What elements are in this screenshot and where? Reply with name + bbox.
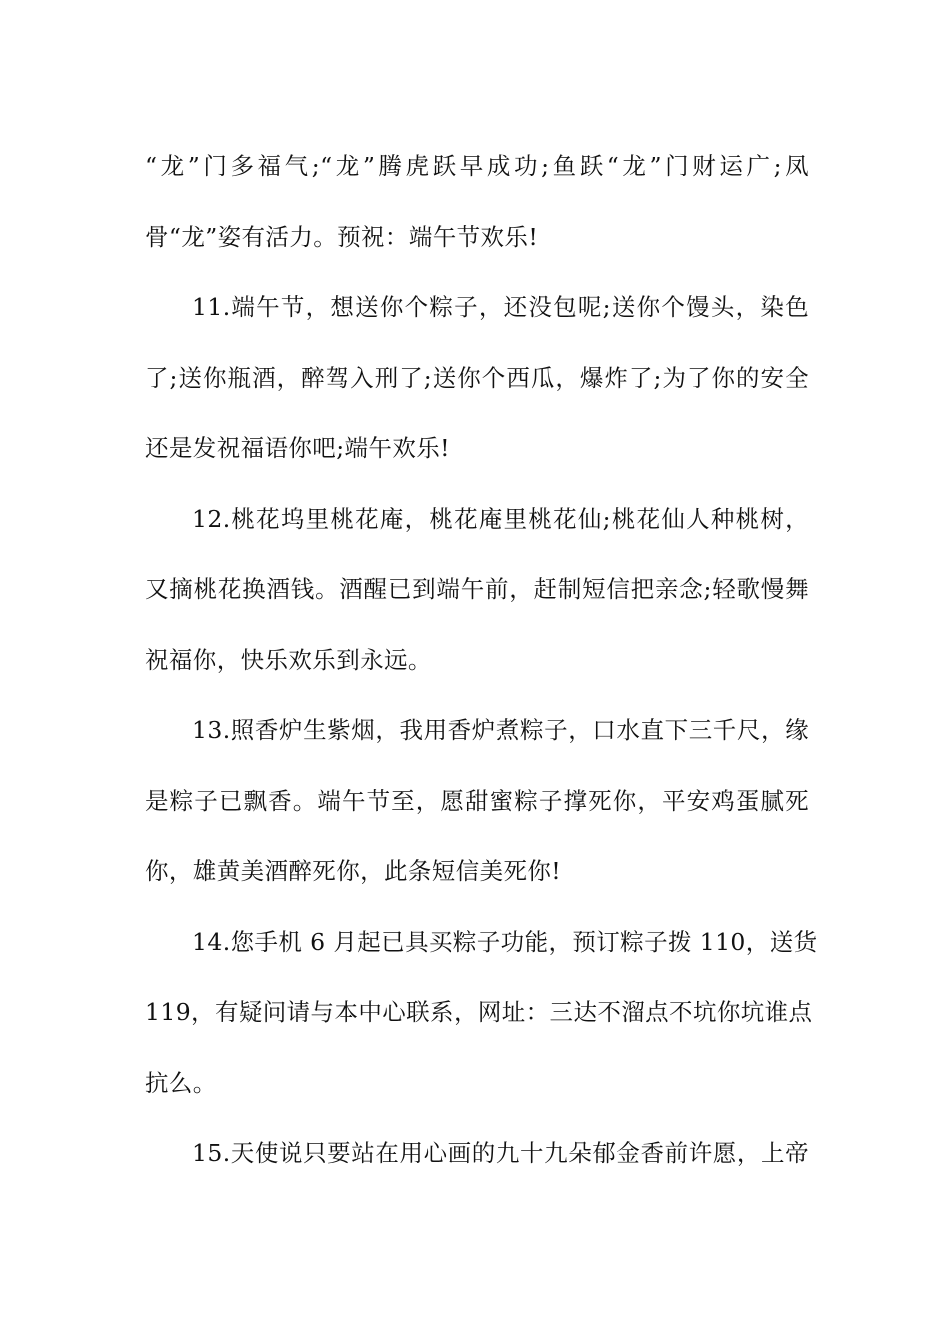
text-line: 祝福你，快乐欢乐到永远。 xyxy=(145,645,432,674)
text-line: 了;送你瓶酒，醉驾入刑了;送你个西瓜，爆炸了;为了你的安全 xyxy=(145,363,809,392)
text-line: 抗么。 xyxy=(145,1068,217,1097)
text-line: “龙”门多福气;“龙”腾虎跃早成功;鱼跃“龙”门财运广;凤 xyxy=(145,152,809,180)
paragraph-13 xyxy=(145,695,809,907)
text-line: 还是发祝福语你吧;端午欢乐! xyxy=(145,434,450,462)
text-line: 是粽子已飘香。端午节至，愿甜蜜粽子撑死你，平安鸡蛋腻死 xyxy=(145,786,809,815)
text-line: 13.照香炉生紫烟，我用香炉煮粽子，口水直下三千尺，缘 xyxy=(192,716,809,744)
document-page xyxy=(145,131,818,1189)
text-line: 你，雄黄美酒醉死你，此条短信美死你! xyxy=(145,857,562,885)
text-line: 15.天使说只要站在用心画的九十九朵郁金香前许愿，上帝 xyxy=(192,1139,809,1167)
text-line: 11.端午节，想送你个粽子，还没包呢;送你个馒头，染色 xyxy=(192,293,809,321)
text-line: 119，有疑问请与本中心联系，网址：三达不溜点不坑你坑谁点 xyxy=(145,998,813,1026)
text-line: 又摘桃花换酒钱。酒醒已到端午前，赶制短信把亲念;轻歌慢舞 xyxy=(145,575,809,603)
paragraph-11 xyxy=(145,272,809,484)
text-line: 12.桃花坞里桃花庵，桃花庵里桃花仙;桃花仙人种桃树， xyxy=(192,504,809,533)
paragraph-12 xyxy=(145,484,809,696)
text-line: 14.您手机 6 月起已具买粽子功能，预订粽子拨 110，送货 xyxy=(192,927,818,956)
text-line: 骨“龙”姿有活力。预祝：端午节欢乐! xyxy=(145,222,539,251)
paragraph-14 xyxy=(145,907,818,1119)
paragraph-15 xyxy=(145,1118,809,1189)
paragraph-10-continued xyxy=(145,131,809,272)
